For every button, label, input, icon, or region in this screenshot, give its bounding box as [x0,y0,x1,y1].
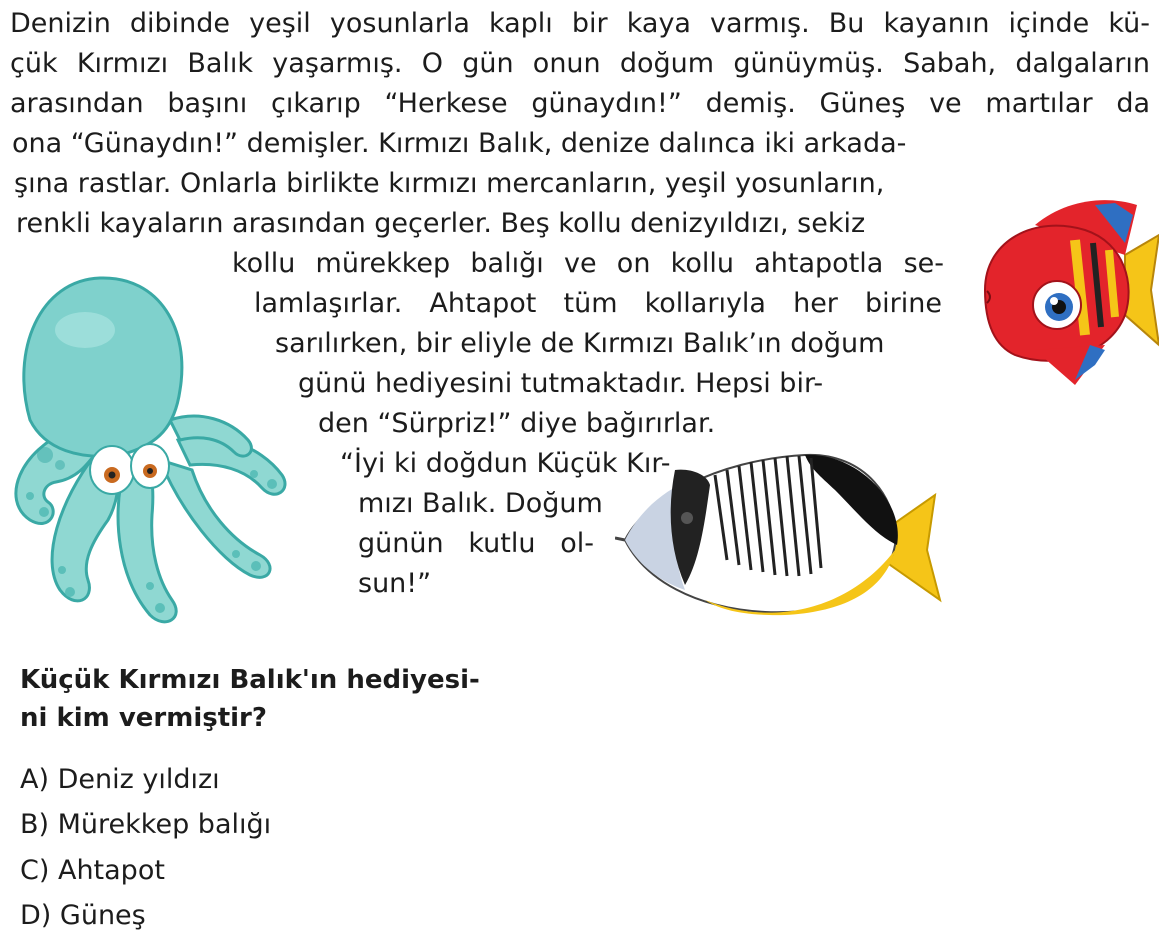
story-line: “İyi ki doğdun Küçük Kır- [340,448,671,479]
story-line: arasından başını çıkarıp “Herkese günaydın!” demiş. Güneş ve martılar da [10,88,1150,119]
story-line: den “Sürpriz!” diye bağırırlar. [318,408,716,439]
story-line: şına rastlar. Onlarla birlikte kırmızı mercanların, yeşil yosunların, [14,168,885,199]
story-line: mızı Balık. Doğum [358,488,603,519]
red-fish-illustration [975,195,1159,385]
octopus-illustration [0,270,300,640]
story-line: sarılırken, bir eliyle de Kırmızı Balık’ın doğum [275,328,885,359]
question-line: Küçük Kırmızı Balık'ın hediyesi- [20,665,480,695]
option-a[interactable]: A) Deniz yıldızı [20,764,220,795]
story-line: günün kutlu ol- [358,528,594,559]
story-line: Denizin dibinde yeşil yosunlarla kaplı bir kaya varmış. Bu kayanın içinde kü- [10,8,1150,39]
story-line: kollu mürekkep balığı ve on kollu ahtapotla se- [232,248,944,279]
option-d[interactable]: D) Güneş [20,900,146,931]
story-line: çük Kırmızı Balık yaşarmış. O gün onun doğum günüymüş. Sabah, dalgaların [10,48,1150,79]
story-line: lamlaşırlar. Ahtapot tüm kollarıyla her birine [254,288,942,319]
story-line: sun!” [358,568,432,599]
option-b[interactable]: B) Mürekkep balığı [20,809,272,840]
story-line: ona “Günaydın!” demişler. Kırmızı Balık, denize dalınca iki arkada- [12,128,907,159]
story-line: renkli kayaların arasından geçerler. Beş kollu denizyıldızı, sekiz [16,208,866,239]
option-c[interactable]: C) Ahtapot [20,855,165,886]
question-line: ni kim vermiştir? [20,703,267,733]
story-line: günü hediyesini tutmaktadır. Hepsi bir- [298,368,824,399]
butterfly-fish-illustration [615,440,945,620]
